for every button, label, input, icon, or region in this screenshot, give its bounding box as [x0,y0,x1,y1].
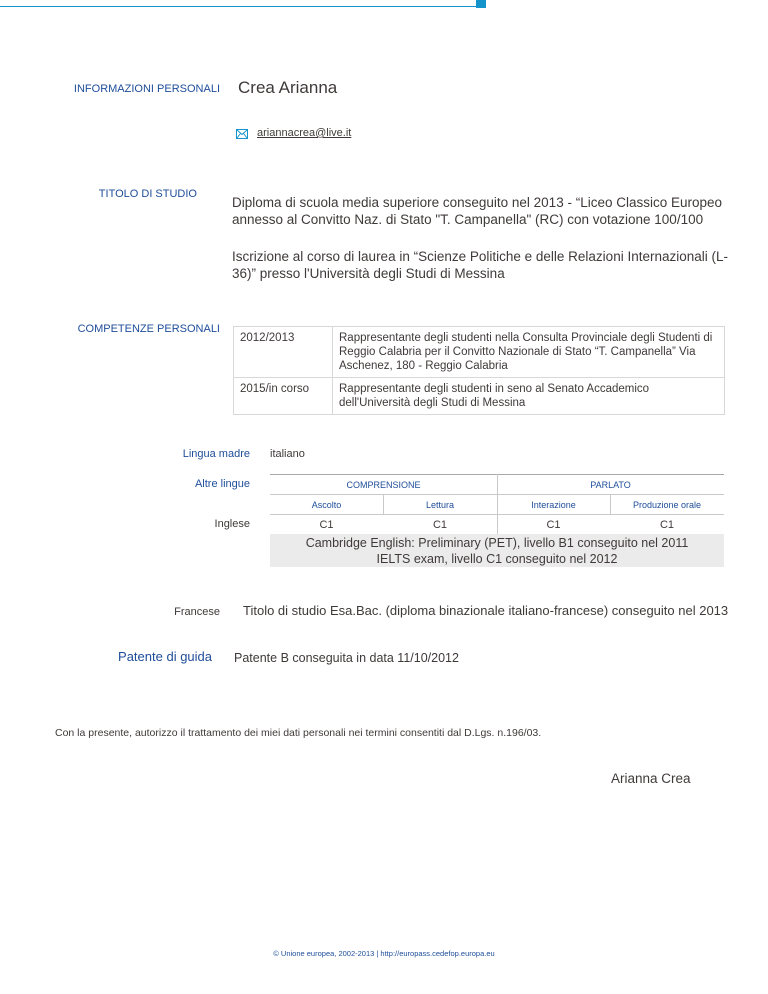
english-production-level: C1 [659,519,675,531]
privacy-consent: Con la presente, autorizzo il trattamento dei miei dati personali nei termini consentiti dal D.Lgs. n.196/03. [55,727,542,739]
table-row [234,378,725,415]
license-label: Patente di guida [118,649,212,664]
license-value: Patente B conseguita in data 11/10/2012 [234,651,459,665]
education-section-label: TITOLO DI STUDIO [98,188,197,200]
mother-tongue-label: Lingua madre [182,448,250,460]
certificates-text: Cambridge English: Preliminary (PET), livello B1 conseguito nel 2011 IELTS exam, livello C1 conseguito nel 2012 [305,536,689,566]
listening-header: Ascolto [311,500,342,510]
skills-section-label: COMPETENZE PERSONALI [77,323,220,335]
header-rule [0,6,476,7]
personal-section-label: INFORMAZIONI PERSONALI [73,83,220,95]
skill-description: Rappresentante degli studenti nella Consulta Provinciale degli Studenti di Reggio Calabria per il Convitto Nazionale di Stato “T. Campanella” Via Aschenez, 180 - Reggio Calabria [333,327,725,378]
english-label: Inglese [214,518,250,530]
enrollment-text: Iscrizione al corso di laurea in “Scienze Politiche e delle Relazioni Internazionali (L-36)” presso l'Università degli Studi di Messina [232,249,728,281]
reading-header: Lettura [425,500,455,510]
english-listening-level: C1 [319,519,334,531]
skill-period: 2015/in corso [234,378,333,415]
english-certificates [270,534,724,567]
french-label: Francese [174,606,220,618]
grid-rule [270,514,724,515]
signature: Arianna Crea [611,771,691,786]
oral-production-header: Produzione orale [632,500,702,510]
table-row [234,327,725,378]
other-languages-label: Altre lingue [194,478,250,490]
envelope-icon [236,129,248,139]
copyright-link[interactable]: © Unione europea, 2002-2013 | http://europass.cedefop.europa.eu [273,949,495,958]
skills-table [233,326,725,415]
english-reading-level: C1 [432,519,448,531]
english-interaction-level: C1 [546,519,561,531]
skill-period: 2012/2013 [234,327,333,378]
candidate-name: Crea Arianna [238,78,338,97]
skill-description: Rappresentante degli studenti in seno al Senato Accademico dell'Università degli Studi di Messina [333,378,725,415]
mother-tongue-value: italiano [270,448,305,460]
speaking-header: PARLATO [590,480,631,490]
interaction-header: Interazione [531,500,576,510]
email-link[interactable]: ariannacrea@live.it [257,127,352,139]
header-rule-block [476,0,486,8]
diploma-text: Diploma di scuola media superiore conseguito nel 2013 - “Liceo Classico Europeo annesso al Convitto Naz. di Stato "T. Campanella" (RC) con votazione 100/100 [232,195,723,227]
french-value: Titolo di studio Esa.Bac. (diploma binazionale italiano-francese) conseguito nel 2013 [243,603,729,618]
grid-rule [270,494,724,495]
comprehension-header: COMPRENSIONE [346,480,421,490]
